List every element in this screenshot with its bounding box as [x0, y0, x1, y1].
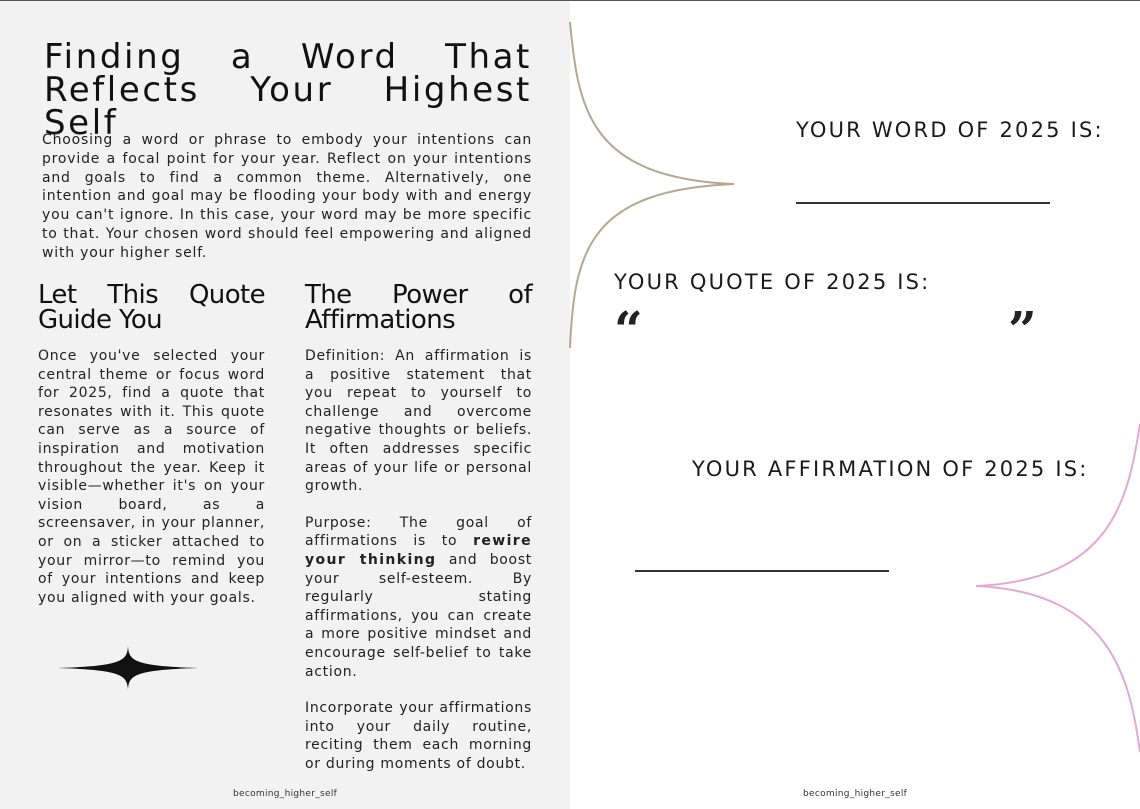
page-title: Finding a Word That Reflects Your Highest Self [44, 37, 532, 143]
paragraph-gap [305, 496, 532, 514]
affirmation-prompt: YOUR AFFIRMATION OF 2025 IS: [692, 457, 1089, 481]
right-footer: becoming_higher_self [803, 789, 908, 799]
affirmation-definition: Definition: An affirmation is a positive statement that you repeat to yourself to challenge and overcome negative thoughts or beliefs. It often addresses specific areas of your life or personal growth. [305, 348, 532, 495]
affirmation-incorporate: Incorporate your affirmations into your daily routine, reciting them each morning or during moments of doubt. [305, 700, 532, 772]
paragraph-gap [305, 681, 532, 699]
left-page [0, 1, 570, 809]
affirmation-purpose-emphasis: rewire your thinking [305, 533, 532, 568]
word-prompt: YOUR WORD OF 2025 IS: [796, 118, 1104, 142]
affirmation-purpose-end: and boost your self-esteem. By regularly stating affirmations, you can create a more positive mindset and encourage self-belief to take action. [305, 551, 532, 680]
affirmation-purpose-start: Purpose: The goal of affirmations is to [305, 514, 532, 550]
affirmations-section-heading: The Power of Affirmations [305, 280, 532, 335]
quote-section-body: Once you've selected your central theme or focus word for 2025, find a quote that resonates with it. This quote can serve as a source of inspiration and motivation throughout the year. Keep it visible—whether it's on your vision board, as a screensaver, in your planner, or on a sticker attached to your mirror—to remind you of your intentions and keep you aligned with your goals. [38, 348, 265, 606]
word-answer-line[interactable] [796, 202, 1050, 204]
left-footer: becoming_higher_self [233, 789, 338, 799]
intro-paragraph: Choosing a word or phrase to embody your intentions can provide a focal point for your year. Reflect on your intentions and goals to find a common theme. Alternatively, one intention and goal may be flooding your body with and energy you can't ignore. In this case, your word may be more specific to that. Your chosen word should feel empowering and aligned with your higher self. [42, 132, 532, 261]
affirmations-section-body [305, 347, 532, 773]
close-quote-icon: ” [1008, 300, 1037, 359]
quote-prompt: YOUR QUOTE OF 2025 IS: [614, 270, 931, 294]
open-quote-icon: “ [614, 300, 643, 359]
affirmation-answer-line[interactable] [635, 570, 889, 572]
quote-section-heading: Let This Quote Guide You [38, 280, 265, 335]
